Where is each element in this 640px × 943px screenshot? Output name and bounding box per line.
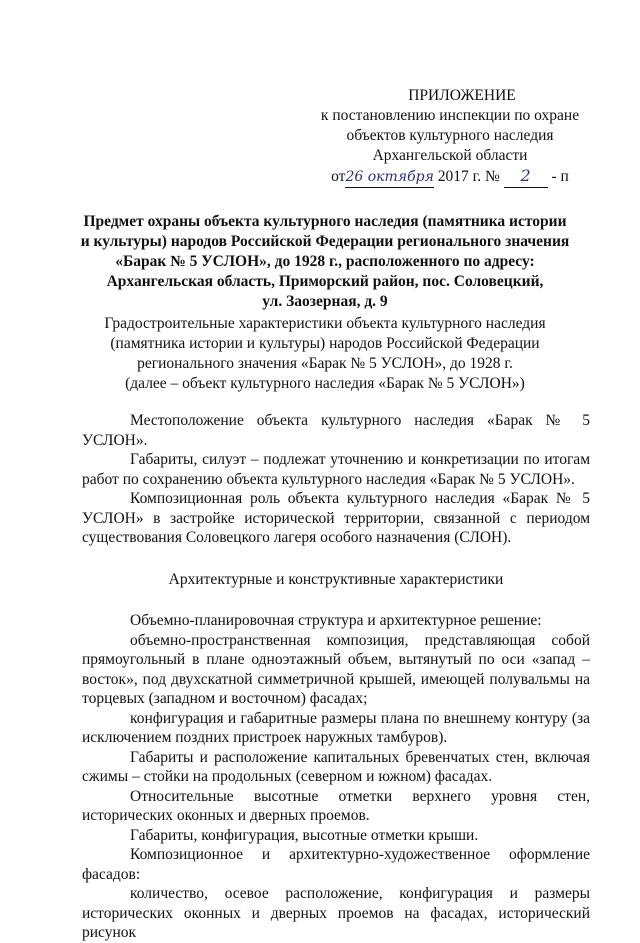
number-suffix: - п	[551, 168, 569, 185]
subheading-line: (далее – объект культурного наследия «Барак № 5 УСЛОН»)	[125, 375, 525, 392]
paragraph-openings: количество, осевое расположение, конфигурация и размеры исторических оконных и дверных проемов на фасадах, исторический рисунок	[82, 885, 590, 941]
handwritten-date: 26 октября	[345, 169, 434, 185]
subheading-line: (памятника истории и культуры) народов Российской Федерации	[110, 335, 540, 352]
appendix-block	[300, 86, 600, 188]
document-body	[82, 411, 590, 943]
appendix-line: Архангельской области	[372, 147, 528, 164]
number-field	[504, 166, 548, 188]
paragraph-structure: Объемно-планировочная структура и архитектурное решение:	[130, 612, 542, 629]
paragraph-spatial-composition: объемно-пространственная композиция, представляющая собой прямоугольный в плане одноэтажный объем, вытянутый по оси «запад – восток», под двухскатной симметричной крышей, имеющей полувальмы на торцевых (западном и восточном) фасадах;	[82, 631, 590, 707]
paragraph-location: Местоположение объекта культурного наследия «Барак № 5 УСЛОН».	[82, 412, 590, 449]
appendix-title: ПРИЛОЖЕНИЕ	[408, 87, 516, 104]
heading-line: и культуры) народов Российской Федерации регионального значения	[80, 233, 570, 250]
appendix-signature-line	[300, 166, 600, 188]
heading-line: ул. Заозерная, д. 9	[262, 293, 388, 310]
heading-line: Предмет охраны объекта культурного наследия (памятника истории	[83, 213, 567, 230]
paragraph-height-marks: Относительные высотные отметки верхнего уровня стен, исторических оконных и дверных проемов.	[82, 787, 590, 824]
heading-line: «Барак № 5 УСЛОН», до 1928 г., расположенного по адресу:	[115, 253, 535, 270]
paragraph-facade-design: Композиционное и архитектурно-художественное оформление фасадов:	[82, 846, 590, 883]
document-subheading	[60, 314, 590, 394]
paragraph-walls: Габариты и расположение капитальных бревенчатых стен, включая сжимы – стойки на продольных (северном и южном) фасадах.	[82, 748, 590, 785]
paragraph-plan-configuration: конфигурация и габаритные размеры плана по внешнему контуру (за исключением поздних пристроек наружных тамбуров).	[82, 709, 590, 746]
appendix-line: объектов культурного наследия	[346, 127, 554, 144]
subheading-line: регионального значения «Барак № 5 УСЛОН», до 1928 г.	[137, 355, 513, 372]
subheading-line: Градостроительные характеристики объекта культурного наследия	[104, 315, 546, 332]
document-heading	[60, 212, 590, 312]
paragraph-composition-role: Композиционная роль объекта культурного наследия «Барак № 5 УСЛОН» в застройке исторической территории, связанной с периодом существования Соловецкого лагеря особого назначения (СЛОН).	[82, 490, 590, 546]
year-number-label: 2017 г. №	[437, 168, 500, 185]
handwritten-number: 2	[520, 166, 531, 185]
from-label: от	[331, 168, 346, 185]
heading-line: Архангельская область, Приморский район, пос. Соловецкий,	[106, 273, 544, 290]
paragraph-dimensions: Габариты, силуэт – подлежат уточнению и конкретизации по итогам работ по сохранению объекта культурного наследия «Барак № 5 УСЛОН».	[82, 451, 590, 488]
date-field	[345, 167, 433, 188]
section-title: Архитектурные и конструктивные характеристики	[168, 570, 504, 588]
paragraph-roof: Габариты, конфигурация, высотные отметки крыши.	[130, 826, 479, 844]
appendix-line: к постановлению инспекции по охране	[320, 107, 580, 124]
